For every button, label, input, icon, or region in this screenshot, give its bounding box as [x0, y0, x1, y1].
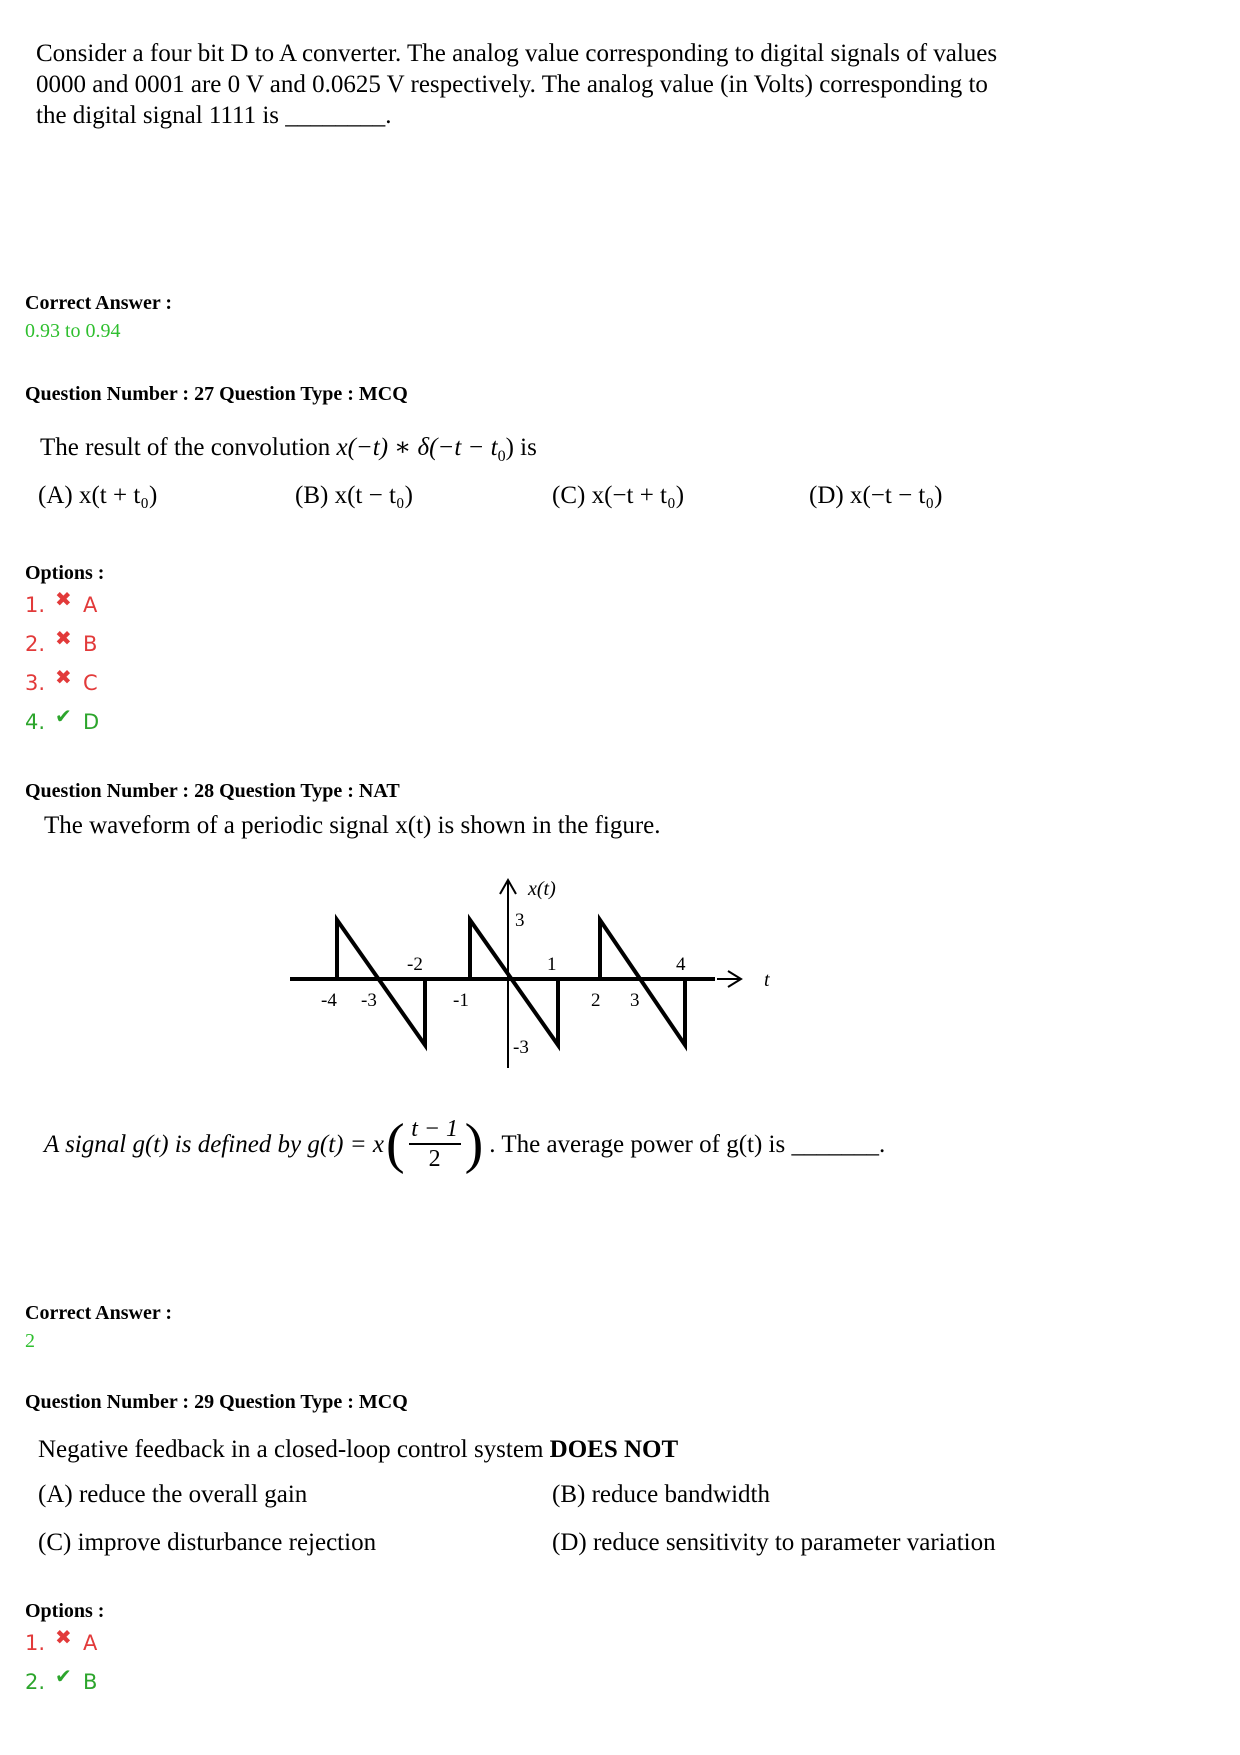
fraction-numerator: t − 1 [411, 1116, 459, 1142]
q29-choice-a: (A) reduce the overall gain [38, 1481, 308, 1508]
tick-label-y-top: 3 [515, 910, 525, 931]
q26-answer-label: Correct Answer : [25, 292, 172, 314]
q27-choice-b: (B) x(t − t₀) [295, 482, 413, 509]
waveform-figure [285, 870, 795, 1070]
tick-label-m4: -4 [321, 990, 337, 1011]
q27-option-2 [25, 626, 98, 659]
q29-option-1 [25, 1625, 98, 1658]
q27-option-4 [25, 704, 100, 737]
cross-icon: ✖ [55, 587, 72, 611]
tick-label-y-bottom: -3 [513, 1037, 529, 1058]
option-number: 1. [25, 1631, 46, 1655]
option-label: B [83, 1670, 98, 1694]
q29-stem-prefix: Negative feedback in a closed-loop control system [38, 1436, 550, 1463]
option-number: 3. [25, 671, 46, 695]
q27-choice-d: (D) x(−t − t₀) [809, 482, 943, 509]
q29-header: Question Number : 29 Question Type : MCQ [25, 1391, 408, 1413]
fraction-denominator: 2 [428, 1146, 441, 1172]
option-label: D [83, 710, 100, 734]
tick-label-p1: 1 [547, 954, 557, 975]
left-paren: ( [385, 1112, 405, 1175]
q27-choice-c: (C) x(−t + t₀) [552, 482, 685, 509]
q27-option-1 [25, 587, 98, 620]
q27-header: Question Number : 27 Question Type : MCQ [25, 383, 408, 405]
q26-text-line1: Consider a four bit D to A converter. The analog value corresponding to digital signals of values [36, 40, 998, 67]
check-icon: ✔ [55, 1664, 72, 1688]
option-label: A [83, 1631, 98, 1655]
option-label: A [83, 593, 98, 617]
q29-choice-d: (D) reduce sensitivity to parameter variation [552, 1529, 996, 1556]
tick-label-m1: -1 [453, 990, 469, 1011]
tick-label-m3: -3 [361, 990, 377, 1011]
check-icon: ✔ [55, 704, 72, 728]
q26-text-line3: the digital signal 1111 is ________. [36, 102, 392, 129]
cross-icon: ✖ [55, 1625, 72, 1649]
q29-stem-bold: DOES NOT [549, 1436, 679, 1463]
q29-stem [38, 1434, 678, 1465]
q28-definition [44, 1112, 886, 1175]
q28-fraction [409, 1115, 461, 1173]
tick-label-p2: 2 [591, 990, 601, 1011]
option-number: 2. [25, 1670, 46, 1694]
q28-header: Question Number : 28 Question Type : NAT [25, 780, 400, 802]
q27-stem-expr: x(−t) ∗ δ(−t − t [336, 434, 498, 461]
y-axis-label: x(t) [528, 878, 556, 900]
option-label: C [83, 671, 98, 695]
tick-label-p3: 3 [630, 990, 640, 1011]
cross-icon: ✖ [55, 665, 72, 689]
q27-option-3 [25, 665, 98, 698]
x-axis-label: t [764, 969, 770, 991]
q27-stem [40, 432, 537, 472]
cross-icon: ✖ [55, 626, 72, 650]
q28-answer-label: Correct Answer : [25, 1302, 172, 1324]
option-number: 1. [25, 593, 46, 617]
q28-answer-value: 2 [25, 1330, 35, 1352]
q28-stem: The waveform of a periodic signal x(t) is shown in the figure. [44, 812, 661, 839]
option-label: B [83, 632, 98, 656]
q26-text-line2: 0000 and 0001 are 0 V and 0.0625 V respectively. The analog value (in Volts) corresponding to [36, 71, 988, 98]
option-number: 2. [25, 632, 46, 656]
q27-stem-prefix: The result of the convolution [40, 434, 337, 461]
tick-label-m2: -2 [407, 954, 423, 975]
q29-choice-c: (C) improve disturbance rejection [38, 1529, 377, 1556]
q29-choice-b: (B) reduce bandwidth [552, 1481, 770, 1508]
option-number: 4. [25, 710, 46, 734]
q27-stem-suffix: ) is [505, 434, 537, 461]
right-paren: ) [464, 1112, 484, 1175]
q26-answer-value: 0.93 to 0.94 [25, 320, 121, 342]
q28-def-suffix: . The average power of g(t) is _______. [489, 1130, 886, 1158]
q27-stem-sub: 0 [497, 448, 506, 465]
tick-label-p4: 4 [676, 954, 686, 975]
q29-options-label: Options : [25, 1600, 105, 1622]
q29-option-2 [25, 1664, 98, 1697]
q27-options-label: Options : [25, 562, 105, 584]
q28-def-prefix: A signal g(t) is defined by g(t) = x [44, 1130, 384, 1158]
q27-choice-a: (A) x(t + t₀) [38, 482, 158, 509]
